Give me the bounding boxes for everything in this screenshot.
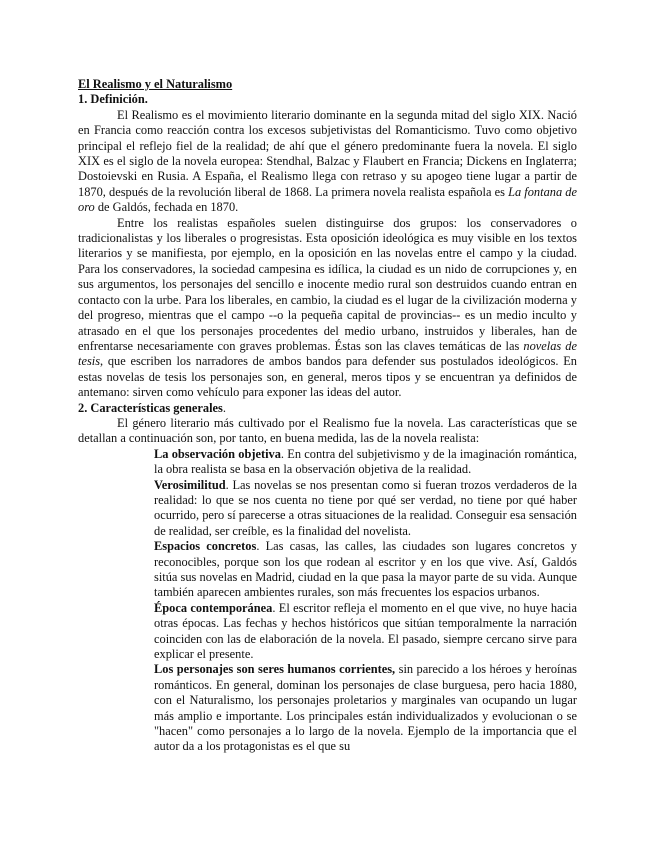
section-heading-caracteristicas (78, 401, 577, 416)
list-item (154, 539, 577, 601)
item-body: . El escritor refleja el momento en el que vive, no huye hacia otras épocas. Las fechas y hechos históricos que sitúan temporalmente la narración coinciden con las de elaboración de la novela. El pasado, siempre cercano sirve para explicar el presente. (154, 600, 578, 662)
item-body: . En contra del subjetivismo y de la imaginación romántica, la obra realista se basa en la observación objetiva de la realidad. (154, 446, 577, 477)
list-item (154, 478, 577, 540)
term-novelas-de-tesis: novelas de tesis (78, 338, 577, 369)
heading-period: . (222, 400, 226, 415)
characteristics-list (154, 447, 577, 755)
item-title: Los personajes son seres humanos corrientes, (154, 662, 396, 677)
list-item (154, 662, 577, 754)
list-item (154, 601, 577, 663)
list-item (154, 447, 577, 478)
section-heading-definicion: 1. Definición. (78, 92, 148, 107)
heading-text: 2. Características generales (78, 400, 223, 415)
item-body: sin parecido a los héroes y heroínas románticos. En general, dominan los personajes de clase burguesa, pero hacia 1880, con el Naturalismo, los personajes proletarios y marginales van ocupando un lugar más amplio e importante. Los principales están individualizados y evolucionan o se "hacen" como personajes a lo largo de la novela. Ejemplo de la importancia que el autor da a los protagonistas es el que su (154, 662, 577, 754)
text-run: , que escriben los narradores de ambos bandos para defender sus postulados ideológicos. En estas novelas de tesis los personajes son, en general, meros tipos y se encuentran ya definidos de antemano: sirven como vehículo para exponer las ideas del autor. (78, 354, 577, 400)
paragraph-grupos-realistas (78, 216, 577, 401)
item-title: Espacios concretos (154, 539, 257, 554)
book-title-la-fontana-de-oro: La fontana de oro (78, 184, 577, 215)
paragraph-caracteristicas-intro: El género literario más cultivado por el Realismo fue la novela. Las características que se detallan a continuación son, por tanto, en buena medida, las de la novela realista: (78, 415, 577, 446)
text-run: Entre los realistas españoles suelen distinguirse dos grupos: los conservadores o tradicionalistas y los liberales o progresistas. Esta oposición ideológica es muy visible en los textos literarios y se manifiesta, por ejemplo, en la oposición en las novelas entre el campo y la ciudad. Para los conservadores, la sociedad campesina es idílica, la ciudad es un nido de corrupciones y, en sus argumentos, los personajes del sencillo e inocente medio rural son destruidos cuando entran en contacto con la urbe. Para los liberales, en cambio, la ciudad es el lugar de la civilización moderna y del progreso, mientras que el campo --o la pequeña capital de provincias-- es un medio inculto y atrasado en el que los personajes procedentes del medio urbano, instruidos y liberales, han de enfrentarse necesariamente con graves problemas. Éstas son las claves temáticas de las (78, 215, 577, 353)
item-body: . Las novelas se nos presentan como si fueran trozos verdaderos de la realidad: lo que se nos cuenta no tiene por qué ser verdad, no tiene por qué haber ocurrido, pero sí parecerse a otras situaciones de la realidad. Conseguir esa sensación de realidad, ser creíble, es la finalidad del novelista. (154, 477, 577, 538)
document-title: El Realismo y el Naturalismo (78, 77, 233, 91)
item-title: Verosimilitud (154, 477, 226, 492)
item-title: La observación objetiva (154, 446, 281, 461)
paragraph-definicion (78, 108, 577, 216)
item-title: Época contemporánea (154, 600, 273, 615)
text-run: El Realismo es el movimiento literario dominante en la segunda mitad del siglo XIX. Nació en Francia como reacción contra los excesos subjetivistas del Romanticismo. Tuvo como objetivo principal el reflejo fiel de la realidad; de ahí que el género predominante fuera la novela. El siglo XIX es el siglo de la novela europea: Stendhal, Balzac y Flaubert en Francia; Dickens en Inglaterra; Dostoievski en Rusia. A España, el Realismo llega con retraso y su apogeo tiene lugar a partir de 1870, después de la revolución liberal de 1868. La primera novela realista española es (78, 107, 577, 199)
item-body: . Las casas, las calles, las ciudades son lugares concretos y reconocibles, porque son los que rodean al escritor y en los que vive. Así, Galdós sitúa sus novelas en Madrid, ciudad en la que pasa la mayor parte de su vida. Aunque también aparecen ambientes rurales, son más frecuentes los espacios urbanos. (154, 539, 578, 600)
text-run: de Galdós, fechada en 1870. (94, 200, 239, 215)
